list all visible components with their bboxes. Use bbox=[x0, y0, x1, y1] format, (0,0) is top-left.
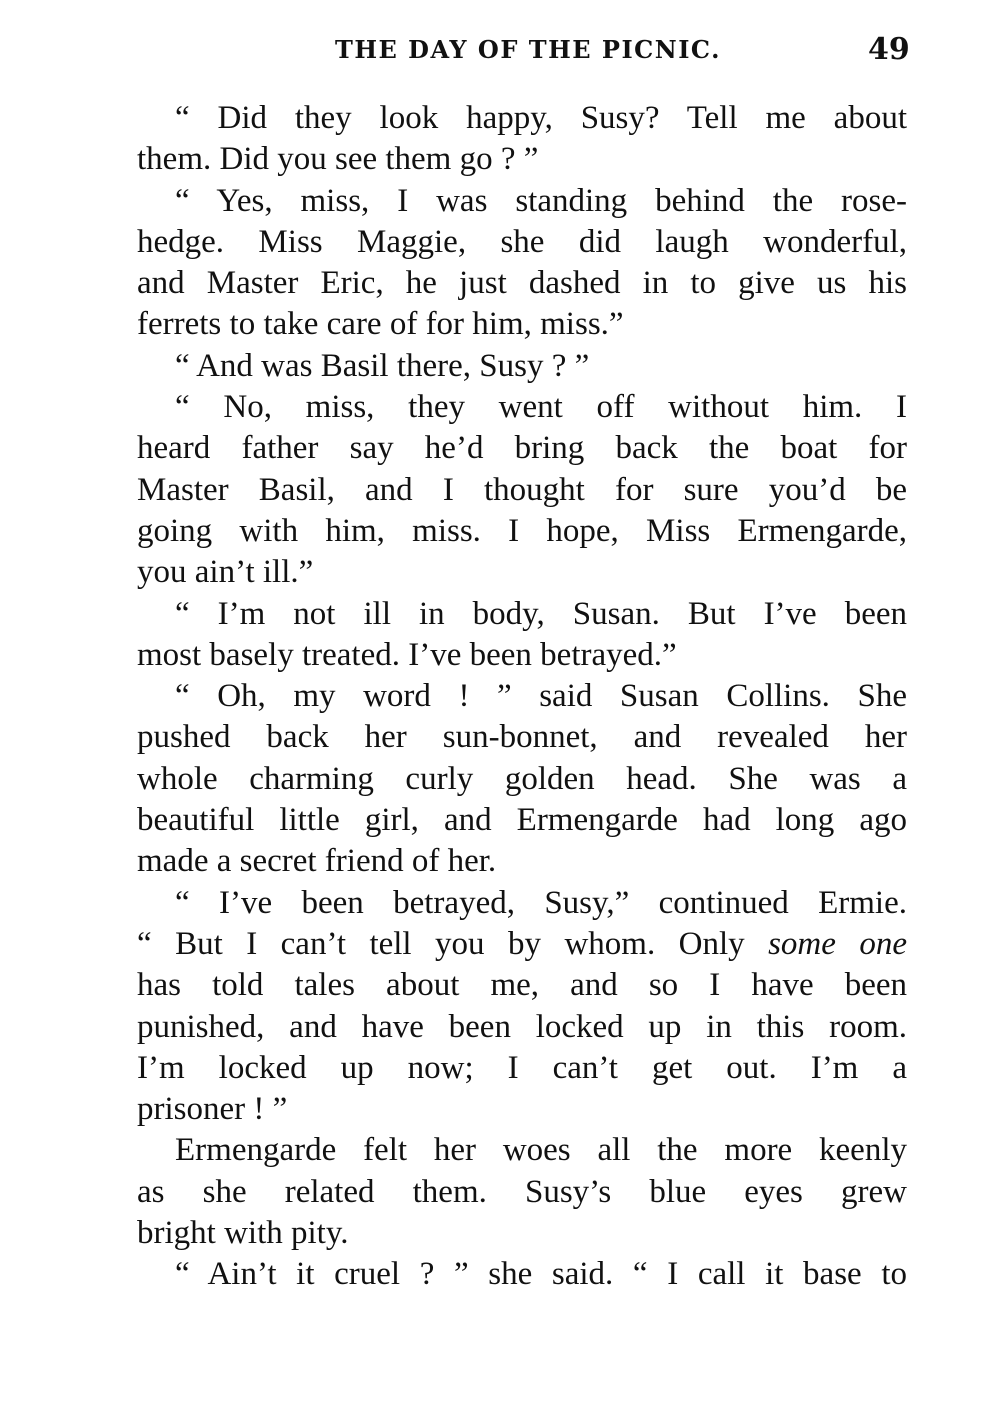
text-line: beautiful little girl, and Ermengarde had long ago bbox=[137, 802, 907, 839]
text-line: punished, and have been locked up in this room. bbox=[137, 1008, 907, 1045]
text-line: them. Did you see them go ? ” bbox=[137, 141, 539, 178]
page-number: 49 bbox=[868, 32, 910, 67]
text-line: “ No, miss, they went off without him. I bbox=[175, 389, 907, 426]
text-segment: “ But I can’t tell you by whom. Only bbox=[137, 925, 769, 962]
text-line: you ain’t ill.” bbox=[137, 554, 314, 591]
text-line: I’m locked up now; I can’t get out. I’m a bbox=[137, 1049, 907, 1086]
text-line: bright with pity. bbox=[137, 1215, 349, 1252]
running-head bbox=[0, 32, 1000, 72]
text-line: “ Did they look happy, Susy? Tell me about bbox=[175, 100, 907, 136]
text-line: “ I’ve been betrayed, Susy,” continued Ermie. bbox=[175, 884, 907, 921]
text-line: “ Oh, my word ! ” said Susan Collins. She bbox=[175, 678, 907, 715]
text-line: made a secret friend of her. bbox=[137, 843, 497, 880]
text-line: hedge. Miss Maggie, she did laugh wonderful, bbox=[137, 223, 907, 260]
text-line: heard father say he’d bring back the boat for bbox=[137, 430, 907, 467]
text-line: as she related them. Susy’s blue eyes grew bbox=[137, 1173, 907, 1210]
text-line: pushed back her sun-bonnet, and revealed her bbox=[137, 719, 907, 756]
text-line: prisoner ! ” bbox=[137, 1091, 288, 1128]
text-line bbox=[137, 924, 907, 965]
text-line: “ And was Basil there, Susy ? ” bbox=[175, 347, 590, 384]
text-line: most basely treated. I’ve been betrayed.” bbox=[137, 636, 677, 673]
text-line: has told tales about me, and so I have been bbox=[137, 967, 907, 1004]
text-line: ferrets to take care of for him, miss.” bbox=[137, 306, 624, 343]
text-line: going with him, miss. I hope, Miss Ermengarde, bbox=[137, 512, 907, 549]
text-line: Master Basil, and I thought for sure you’d be bbox=[137, 471, 907, 508]
text-line: Ermengarde felt her woes all the more keenly bbox=[175, 1132, 907, 1169]
text-line: “ Ain’t it cruel ? ” she said. “ I call it base to bbox=[175, 1256, 907, 1293]
text-line: “ I’m not ill in body, Susan. But I’ve been bbox=[175, 595, 907, 632]
text-line: “ Yes, miss, I was standing behind the rose- bbox=[175, 182, 907, 219]
text-line: whole charming curly golden head. She was a bbox=[137, 760, 907, 797]
text-line: and Master Eric, he just dashed in to give us his bbox=[137, 265, 907, 302]
italic-text: some one bbox=[768, 925, 908, 962]
running-title: THE DAY OF THE PICNIC. bbox=[335, 35, 721, 64]
page-text bbox=[137, 98, 907, 1296]
